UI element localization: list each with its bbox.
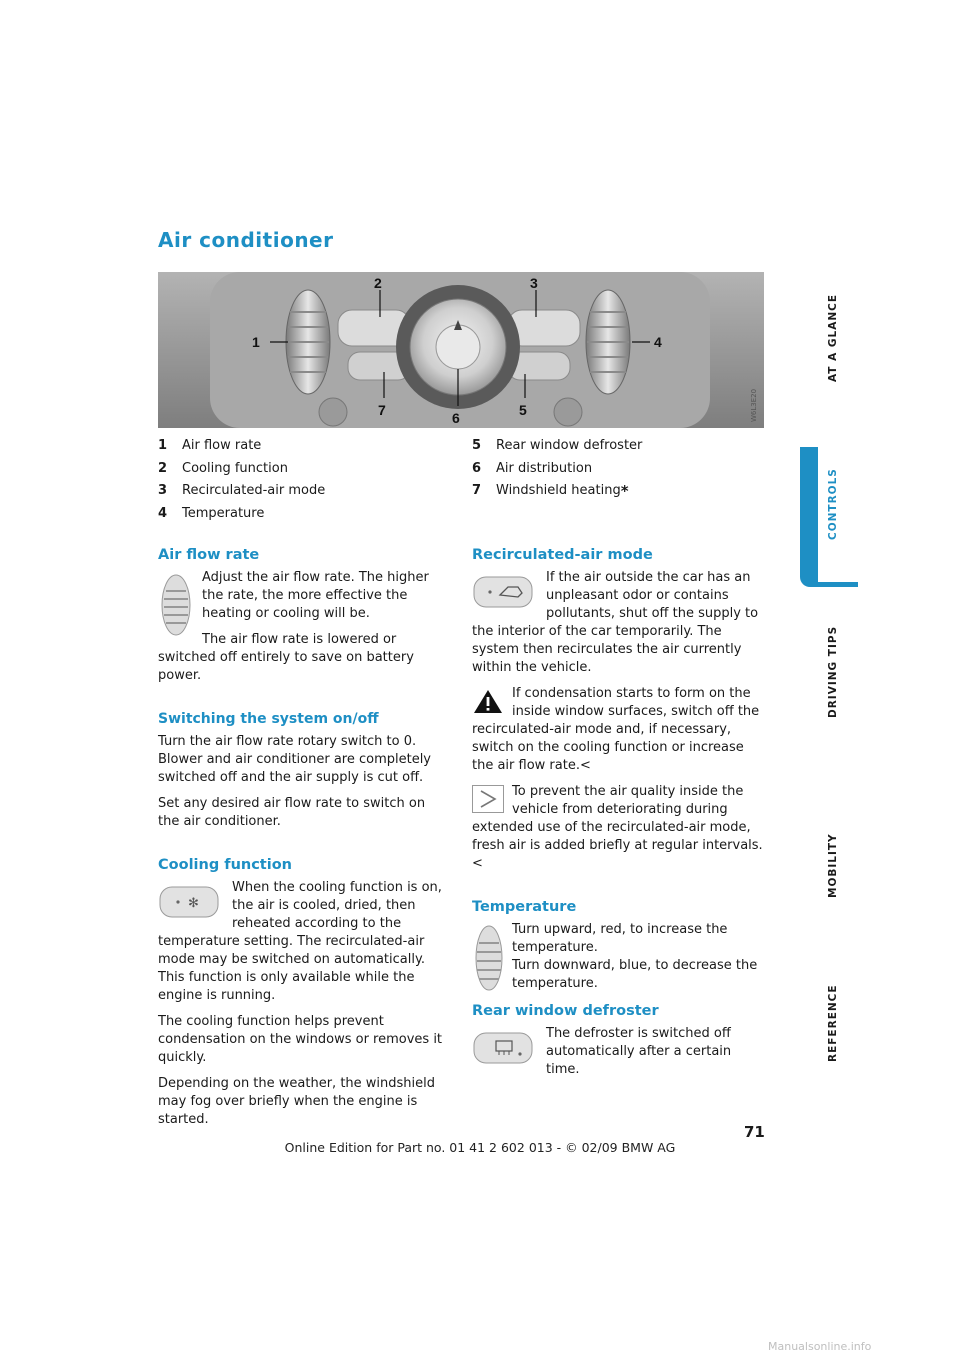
svg-text:✻: ✻ [188, 896, 199, 911]
section-heading-switching: Switching the system on/off [158, 711, 379, 727]
switching-text: Turn the air flow rate rotary switch to 0. Blower and air conditioner are completely switched off and the air supply is cut off. [158, 734, 431, 785]
end-mark: < [472, 856, 483, 871]
legend-item [158, 458, 325, 481]
warning-body: If condensation starts to form on the inside window surfaces, switch off the recirculated-air mode and, if necessary, switch on the cooling function or increase the air flow rate. [472, 686, 760, 773]
temperature-text-up: Turn upward, red, to increase the temperature. [512, 922, 728, 955]
figure-label-4: 4 [654, 334, 662, 350]
side-tab-mobility[interactable]: MOBILITY [827, 833, 839, 898]
note-icon [472, 785, 504, 813]
side-tab-driving-tips[interactable]: DRIVING TIPS [827, 625, 839, 718]
legend-num: 3 [158, 483, 168, 498]
recirc-text: If the air outside the car has an unpleasant odor or contains pollutants, shut off the supply to the interior of the car temporarily. The system then recirculates the air currently within the vehicle. [472, 570, 759, 675]
section-heading-airflow: Air flow rate [158, 547, 260, 563]
legend-num: 7 [472, 483, 482, 498]
legend-label: Temperature [182, 505, 265, 521]
legend-label: Windshield heating [496, 483, 621, 498]
legend-item [472, 458, 642, 481]
section-heading-defroster: Rear window defroster [472, 1003, 659, 1019]
legend-num: 1 [158, 438, 168, 453]
temperature-wheel-icon [472, 923, 506, 993]
page-number: 71 [744, 1123, 765, 1141]
temperature-text-down: Turn downward, blue, to decrease the temperature. [512, 958, 758, 991]
legend-label: Recirculated-air mode [182, 483, 326, 498]
figure-code: W6L3E20 [750, 388, 758, 422]
legend-label: Rear window defroster [496, 438, 643, 453]
airflow-text-2: The air flow rate is lowered or switched off entirely to save on battery power. [158, 632, 414, 683]
side-tab-at-a-glance[interactable]: AT A GLANCE [827, 293, 839, 382]
figure-label-6: 6 [452, 410, 460, 426]
end-mark: < [579, 758, 591, 773]
cooling-text-3: Depending on the weather, the windshield may fog over briefly when the engine is started. [158, 1076, 436, 1127]
watermark: Manualsonline.info [768, 1340, 872, 1353]
climate-control-figure [158, 272, 764, 428]
recirc-button-icon [472, 571, 534, 613]
airflow-text: Adjust the air flow rate. The higher the rate, the more effective the heating or cooling will be. [202, 570, 429, 621]
side-tab-reference[interactable]: REFERENCE [827, 984, 839, 1062]
figure-label-7: 7 [378, 402, 386, 418]
switching-text-2: Set any desired air flow rate to switch on the air conditioner. [158, 796, 426, 829]
section-heading-recirc: Recirculated-air mode [472, 547, 653, 563]
legend-label: Cooling function [182, 460, 288, 476]
legend-item [158, 480, 325, 503]
legend-num: 2 [158, 460, 168, 476]
figure-label-3: 3 [530, 275, 538, 291]
cooling-text: When the cooling function is on, the air is cooled, dried, then reheated according to the temperature setting. The recirculated-air mode may be switched on automatically. This function is only available while the engine is running. [158, 880, 442, 1003]
legend-item [158, 435, 325, 458]
page-title: Air conditioner [158, 228, 334, 252]
left-column [158, 545, 450, 1137]
option-star: * [620, 482, 629, 500]
note-body: To prevent the air quality inside the vehicle from deteriorating during extended use of the recirculated-air mode, fresh air is added briefly at regular intervals. [472, 784, 763, 853]
defroster-text: The defroster is switched off automatically after a certain time. [546, 1026, 732, 1077]
footer-edition: Online Edition for Part no. 01 41 2 602 013 - © 02/09 BMW AG [284, 1140, 676, 1155]
defroster-button-icon [472, 1027, 534, 1069]
side-tab-controls[interactable]: CONTROLS [827, 468, 839, 540]
legend-num: 4 [158, 505, 168, 521]
airflow-wheel-icon [158, 573, 194, 637]
warning-text [472, 685, 764, 775]
legend-item [472, 435, 642, 458]
section-heading-temperature: Temperature [472, 899, 577, 915]
right-column [472, 545, 764, 1087]
figure-label-2: 2 [374, 275, 382, 291]
legend-left [158, 435, 325, 525]
legend-right [472, 435, 642, 503]
cooling-button-icon [158, 881, 220, 923]
figure-label-5: 5 [519, 402, 527, 418]
legend-item [158, 503, 325, 526]
warning-icon [472, 687, 504, 715]
legend-item [472, 480, 642, 503]
section-heading-cooling: Cooling function [158, 857, 292, 873]
figure-label-1: 1 [252, 334, 260, 350]
legend-num: 5 [472, 438, 482, 453]
legend-num: 6 [472, 460, 482, 476]
note-text [472, 783, 764, 873]
legend-label: Air distribution [496, 460, 593, 476]
legend-label: Air flow rate [182, 438, 262, 453]
cooling-text-2: The cooling function helps prevent condensation on the windows or removes it quickly. [158, 1014, 443, 1065]
